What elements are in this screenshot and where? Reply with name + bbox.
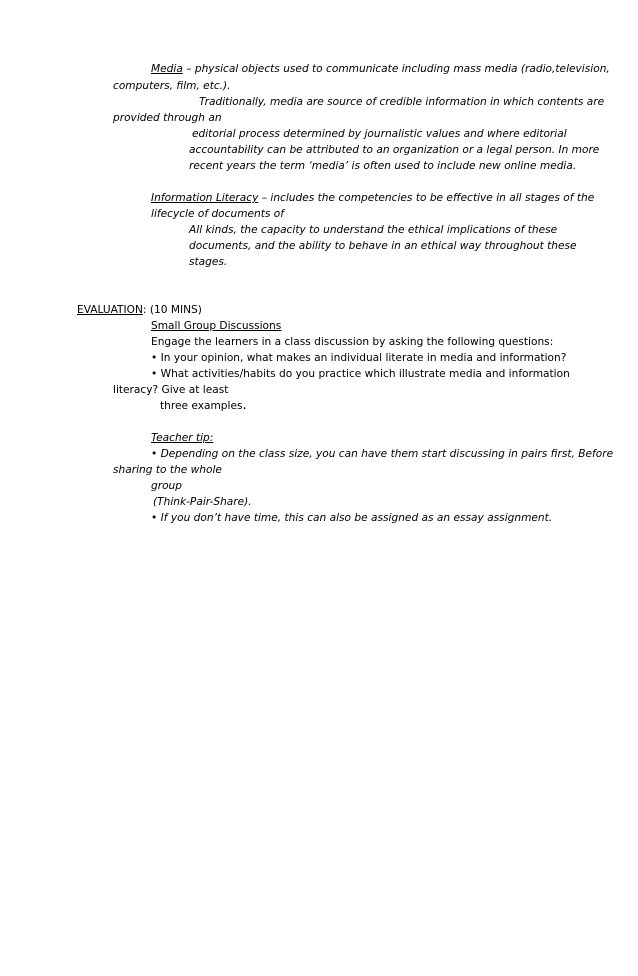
three-examples-period: . bbox=[242, 398, 247, 413]
info-literacy-term: Information Literacy bbox=[151, 192, 259, 204]
media-editorial-line: editorial process determined by journalistic values and where editorial bbox=[192, 128, 567, 140]
small-group-subheading: Small Group Discussions bbox=[151, 320, 282, 332]
media-provided-line: provided through an bbox=[113, 112, 222, 124]
evaluation-question-2-line-3 bbox=[160, 399, 247, 413]
media-traditional-line: Traditionally, media are source of credible information in which contents are bbox=[199, 96, 605, 108]
info-literacy-definition-text: – includes the competencies to be effective in all stages of the bbox=[258, 192, 595, 204]
media-recent-years-line: recent years the term ‘media’ is often used to include new online media. bbox=[189, 160, 577, 172]
info-literacy-definition-line-1 bbox=[151, 191, 594, 205]
evaluation-heading: EVALUATION bbox=[77, 304, 143, 316]
teacher-tip-line-5: • If you don’t have time, this can also be assigned as an essay assignment. bbox=[151, 512, 553, 524]
media-definition-line-2: computers, film, etc.). bbox=[113, 80, 231, 92]
evaluation-intro: Engage the learners in a class discussion by asking the following questions: bbox=[151, 336, 554, 348]
info-literacy-documents-line: documents, and the ability to behave in an ethical way throughout these bbox=[189, 240, 577, 252]
teacher-tip-line-3: group bbox=[151, 480, 183, 492]
teacher-tip-line-2: sharing to the whole bbox=[113, 464, 222, 476]
evaluation-question-1: • In your opinion, what makes an individual literate in media and information? bbox=[151, 352, 567, 364]
evaluation-question-2-line-2: literacy? Give at least bbox=[113, 384, 229, 396]
teacher-tip-heading: Teacher tip: bbox=[151, 432, 214, 444]
info-literacy-lifecycle-line: lifecycle of documents of bbox=[151, 208, 285, 220]
info-literacy-kinds-line: All kinds, the capacity to understand the ethical implications of these bbox=[189, 224, 558, 236]
evaluation-question-2-line-1: • What activities/habits do you practice which illustrate media and information bbox=[151, 368, 570, 380]
media-definition-text: – physical objects used to communicate including mass media (radio,television, bbox=[182, 63, 610, 75]
teacher-tip-line-4: (Think-Pair-Share). bbox=[153, 496, 252, 508]
info-literacy-stages-line: stages. bbox=[189, 256, 228, 268]
media-definition-line-1 bbox=[151, 62, 610, 76]
evaluation-heading-line bbox=[77, 303, 202, 317]
evaluation-duration: : (10 MINS) bbox=[142, 304, 202, 316]
media-term: Media bbox=[151, 63, 183, 75]
three-examples-text: three examples bbox=[160, 400, 243, 412]
teacher-tip-line-1: • Depending on the class size, you can have them start discussing in pairs first, Before bbox=[151, 448, 614, 460]
media-accountability-line: accountability can be attributed to an organization or a legal person. In more bbox=[189, 144, 600, 156]
